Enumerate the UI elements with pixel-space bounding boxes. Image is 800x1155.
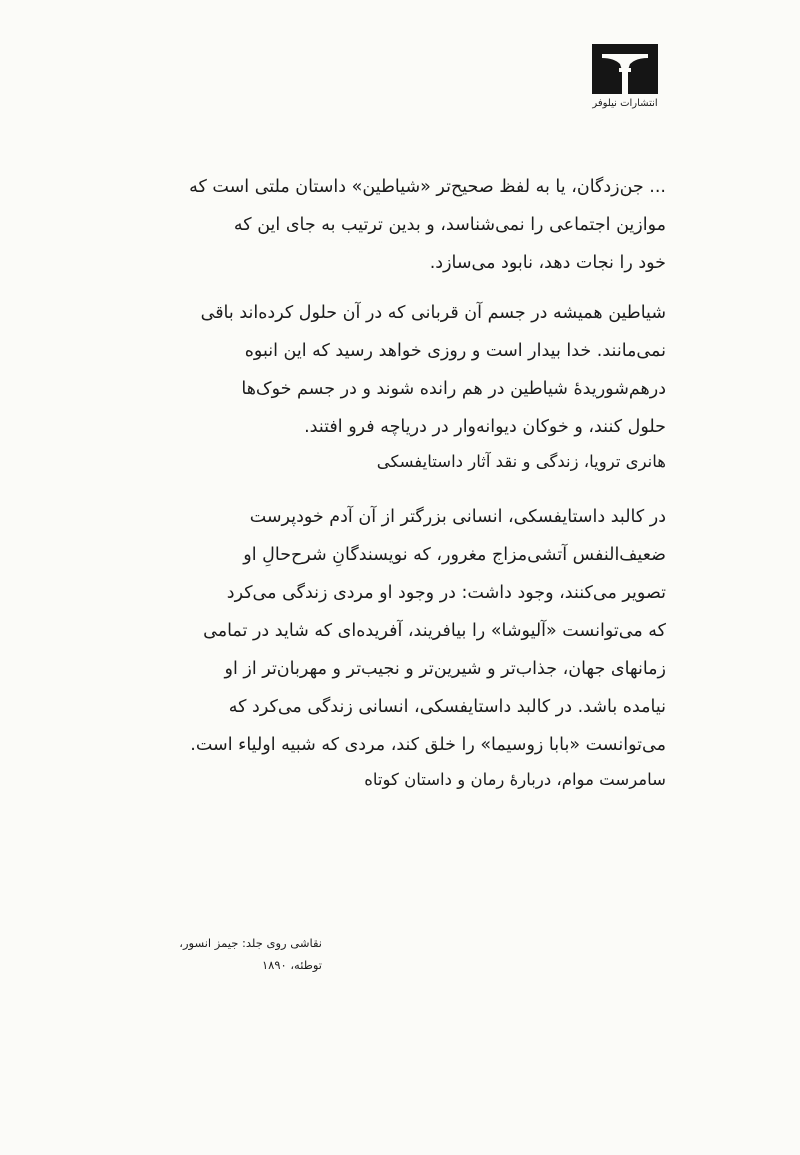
nilufar-logo-icon	[592, 44, 658, 94]
quote-line: تصویر می‌کنند، وجود داشت: در وجود او مردی زندگی می‌کرد	[226, 583, 666, 603]
quote-3-text	[136, 498, 666, 764]
quote-1	[136, 168, 666, 282]
quote-2	[136, 294, 666, 478]
quote-3	[136, 498, 666, 796]
quote-line: خود را نجات دهد، نابود می‌سازد.	[429, 253, 666, 273]
quote-line: نمی‌مانند. خدا بیدار است و روزی خواهد رسید که این انبوه	[244, 341, 666, 361]
quote-line: در کالبد داستایفسکی، انسانی بزرگتر از آن آدم خودپرست	[249, 507, 666, 527]
quote-line: می‌توانست «بابا زوسیما» را خلق کند، مردی که شبیه اولیاء است.	[190, 735, 666, 755]
cover-credit-line-2: توطئه، ۱۸۹۰	[261, 958, 322, 972]
publisher-logo	[590, 44, 660, 109]
quote-line: حلول کنند، و خوکان دیوانه‌وار در دریاچه فرو افتند.	[304, 417, 666, 437]
cover-credit-line-1: نقاشی روی جلد: جیمز انسور،	[179, 936, 322, 950]
quote-line: موازین اجتماعی را نمی‌شناسد، و بدین ترتیب به جای این که	[233, 215, 666, 235]
quote-line: درهم‌شوریدهٔ شیاطین در هم رانده شوند و در جسم خوک‌ها	[241, 379, 666, 399]
quote-1-text	[136, 168, 666, 282]
cover-credit	[122, 932, 322, 976]
quote-line: زمانهای جهان، جذاب‌تر و شیرین‌تر و نجیب‌تر و مهربان‌تر از او	[224, 659, 666, 679]
quote-line: شیاطین همیشه در جسم آن قربانی که در آن حلول کرده‌اند باقی	[200, 303, 666, 323]
quote-line: ضعیف‌النفس آتشی‌مزاج مغرور، که نویسندگانِ شرح‌حالِ او	[243, 545, 666, 565]
quote-2-text	[136, 294, 666, 446]
quote-2-attribution: هانری ترویا، زندگی و نقد آثار داستایفسکی	[376, 452, 666, 471]
quote-line: ... جن‌زدگان، یا به لفظ صحیح‌تر «شیاطین» داستان ملتی است که	[189, 177, 666, 197]
publisher-name: انتشارات نیلوفر	[592, 98, 658, 109]
quote-3-attribution: سامرست موام، دربارهٔ رمان و داستان کوتاه	[364, 770, 666, 789]
quote-line: که می‌توانست «آلیوشا» را بیافریند، آفریده‌ای که شاید در تمامی	[203, 621, 666, 641]
quote-line: نیامده باشد. در کالبد داستایفسکی، انسانی زندگی می‌کرد که	[228, 697, 666, 717]
